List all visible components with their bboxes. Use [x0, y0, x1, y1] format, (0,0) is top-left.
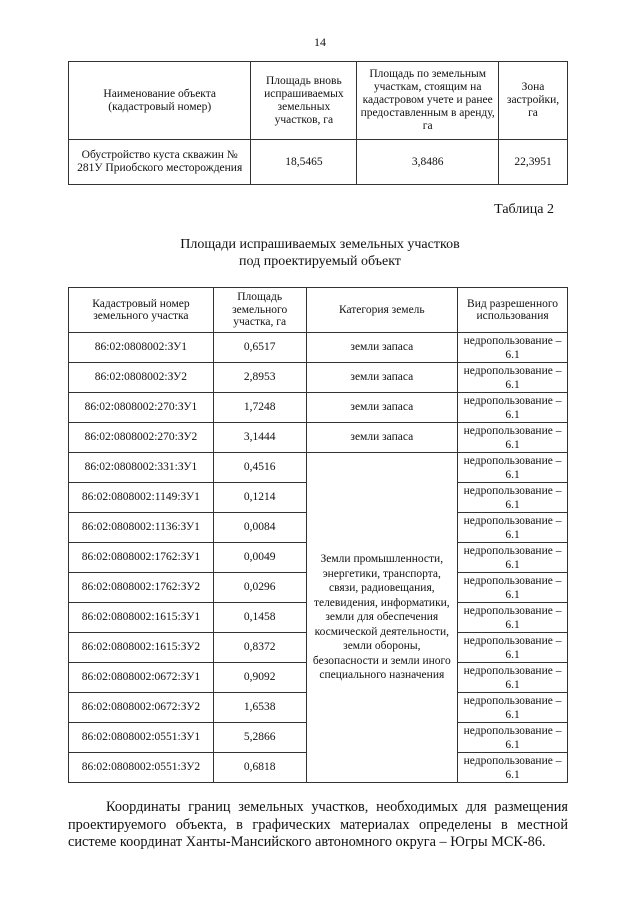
- area-cell: 1,6538: [213, 693, 306, 723]
- area-cell: 0,4516: [213, 453, 306, 483]
- object-name-cell: Обустройство куста скважин № 281У Приобского месторождения: [69, 140, 251, 185]
- table-row: [69, 453, 568, 483]
- area-cell: 0,9092: [213, 663, 306, 693]
- header-object-name: Наименование объекта (кадастровый номер): [69, 62, 251, 140]
- area-cell: 1,7248: [213, 393, 306, 423]
- table-row: [69, 393, 568, 423]
- header-use: Вид разрешенного использования: [458, 288, 568, 333]
- table-row: [69, 423, 568, 453]
- table-title-line: Площади испрашиваемых земельных участков: [180, 237, 460, 252]
- cadastral-number-cell: 86:02:0808002:270:ЗУ2: [69, 423, 214, 453]
- cadastral-number-cell: 86:02:0808002:1762:ЗУ1: [69, 543, 214, 573]
- header-cadastral: Кадастровый номер земельного участка: [69, 288, 214, 333]
- category-cell: земли запаса: [306, 333, 458, 363]
- area-cell: 0,0084: [213, 513, 306, 543]
- use-cell: недропользование – 6.1: [458, 663, 568, 693]
- header-zone: Зона застройки, га: [499, 62, 568, 140]
- cadastral-number-cell: 86:02:0808002:0551:ЗУ1: [69, 723, 214, 753]
- area-cell: 0,0296: [213, 573, 306, 603]
- table-row: [69, 333, 568, 363]
- cadastral-number-cell: 86:02:0808002:270:ЗУ1: [69, 393, 214, 423]
- table-label: Таблица 2: [494, 202, 554, 217]
- cadastral-number-cell: 86:02:0808002:ЗУ1: [69, 333, 214, 363]
- cadastral-number-cell: 86:02:0808002:1149:ЗУ1: [69, 483, 214, 513]
- category-cell: земли запаса: [306, 363, 458, 393]
- closing-paragraph: [68, 799, 568, 852]
- table-title-line: под проектируемый объект: [239, 254, 401, 269]
- use-cell: недропользование – 6.1: [458, 573, 568, 603]
- new-area-cell: 18,5465: [251, 140, 357, 185]
- cadastral-number-cell: 86:02:0808002:1136:ЗУ1: [69, 513, 214, 543]
- cadastral-number-cell: 86:02:0808002:0672:ЗУ1: [69, 663, 214, 693]
- leased-area-cell: 3,8486: [357, 140, 499, 185]
- area-cell: 0,0049: [213, 543, 306, 573]
- use-cell: недропользование – 6.1: [458, 423, 568, 453]
- header-category: Категория земель: [306, 288, 458, 333]
- closing-text: Координаты границ земельных участков, необходимых для размещения проектируемого объекта, в графических материалах определены в местной системе координат Ханты-Мансийского автономного округа – Югры МСК-86.: [68, 799, 568, 850]
- land-plots-table-header: [69, 288, 568, 333]
- header-leased-area: Площадь по земельным участкам, стоящим на кадастровом учете и ранее предоставленным в аренду, га: [357, 62, 499, 140]
- cadastral-number-cell: 86:02:0808002:1615:ЗУ2: [69, 633, 214, 663]
- area-cell: 0,1214: [213, 483, 306, 513]
- table-title: [0, 236, 640, 270]
- summary-table-header: [69, 62, 568, 140]
- category-cell: земли запаса: [306, 423, 458, 453]
- area-cell: 0,6818: [213, 753, 306, 783]
- use-cell: недропользование – 6.1: [458, 723, 568, 753]
- use-cell: недропользование – 6.1: [458, 363, 568, 393]
- use-cell: недропользование – 6.1: [458, 513, 568, 543]
- header-new-area: Площадь вновь испрашиваемых земельных участков, га: [251, 62, 357, 140]
- cadastral-number-cell: 86:02:0808002:0551:ЗУ2: [69, 753, 214, 783]
- use-cell: недропользование – 6.1: [458, 603, 568, 633]
- cadastral-number-cell: 86:02:0808002:ЗУ2: [69, 363, 214, 393]
- area-cell: 5,2866: [213, 723, 306, 753]
- use-cell: недропользование – 6.1: [458, 483, 568, 513]
- summary-table: [68, 61, 568, 185]
- use-cell: недропользование – 6.1: [458, 333, 568, 363]
- use-cell: недропользование – 6.1: [458, 753, 568, 783]
- use-cell: недропользование – 6.1: [458, 453, 568, 483]
- cadastral-number-cell: 86:02:0808002:0672:ЗУ2: [69, 693, 214, 723]
- area-cell: 0,8372: [213, 633, 306, 663]
- area-cell: 3,1444: [213, 423, 306, 453]
- table-row: [69, 363, 568, 393]
- category-cell: земли запаса: [306, 393, 458, 423]
- table-row: [69, 140, 568, 185]
- area-cell: 0,1458: [213, 603, 306, 633]
- zone-cell: 22,3951: [499, 140, 568, 185]
- category-merged-cell: Земли промышленности, энергетики, транспорта, связи, радиовещания, телевидения, информатики, земли для обеспечения космической деятельности, земли обороны, безопасности и земли иного специального назначения: [306, 453, 458, 783]
- use-cell: недропользование – 6.1: [458, 693, 568, 723]
- area-cell: 2,8953: [213, 363, 306, 393]
- cadastral-number-cell: 86:02:0808002:1762:ЗУ2: [69, 573, 214, 603]
- page-number: 14: [314, 35, 326, 49]
- use-cell: недропользование – 6.1: [458, 633, 568, 663]
- cadastral-number-cell: 86:02:0808002:331:ЗУ1: [69, 453, 214, 483]
- land-plots-table: [68, 287, 568, 783]
- area-cell: 0,6517: [213, 333, 306, 363]
- use-cell: недропользование – 6.1: [458, 543, 568, 573]
- cadastral-number-cell: 86:02:0808002:1615:ЗУ1: [69, 603, 214, 633]
- use-cell: недропользование – 6.1: [458, 393, 568, 423]
- header-area: Площадь земельного участка, га: [213, 288, 306, 333]
